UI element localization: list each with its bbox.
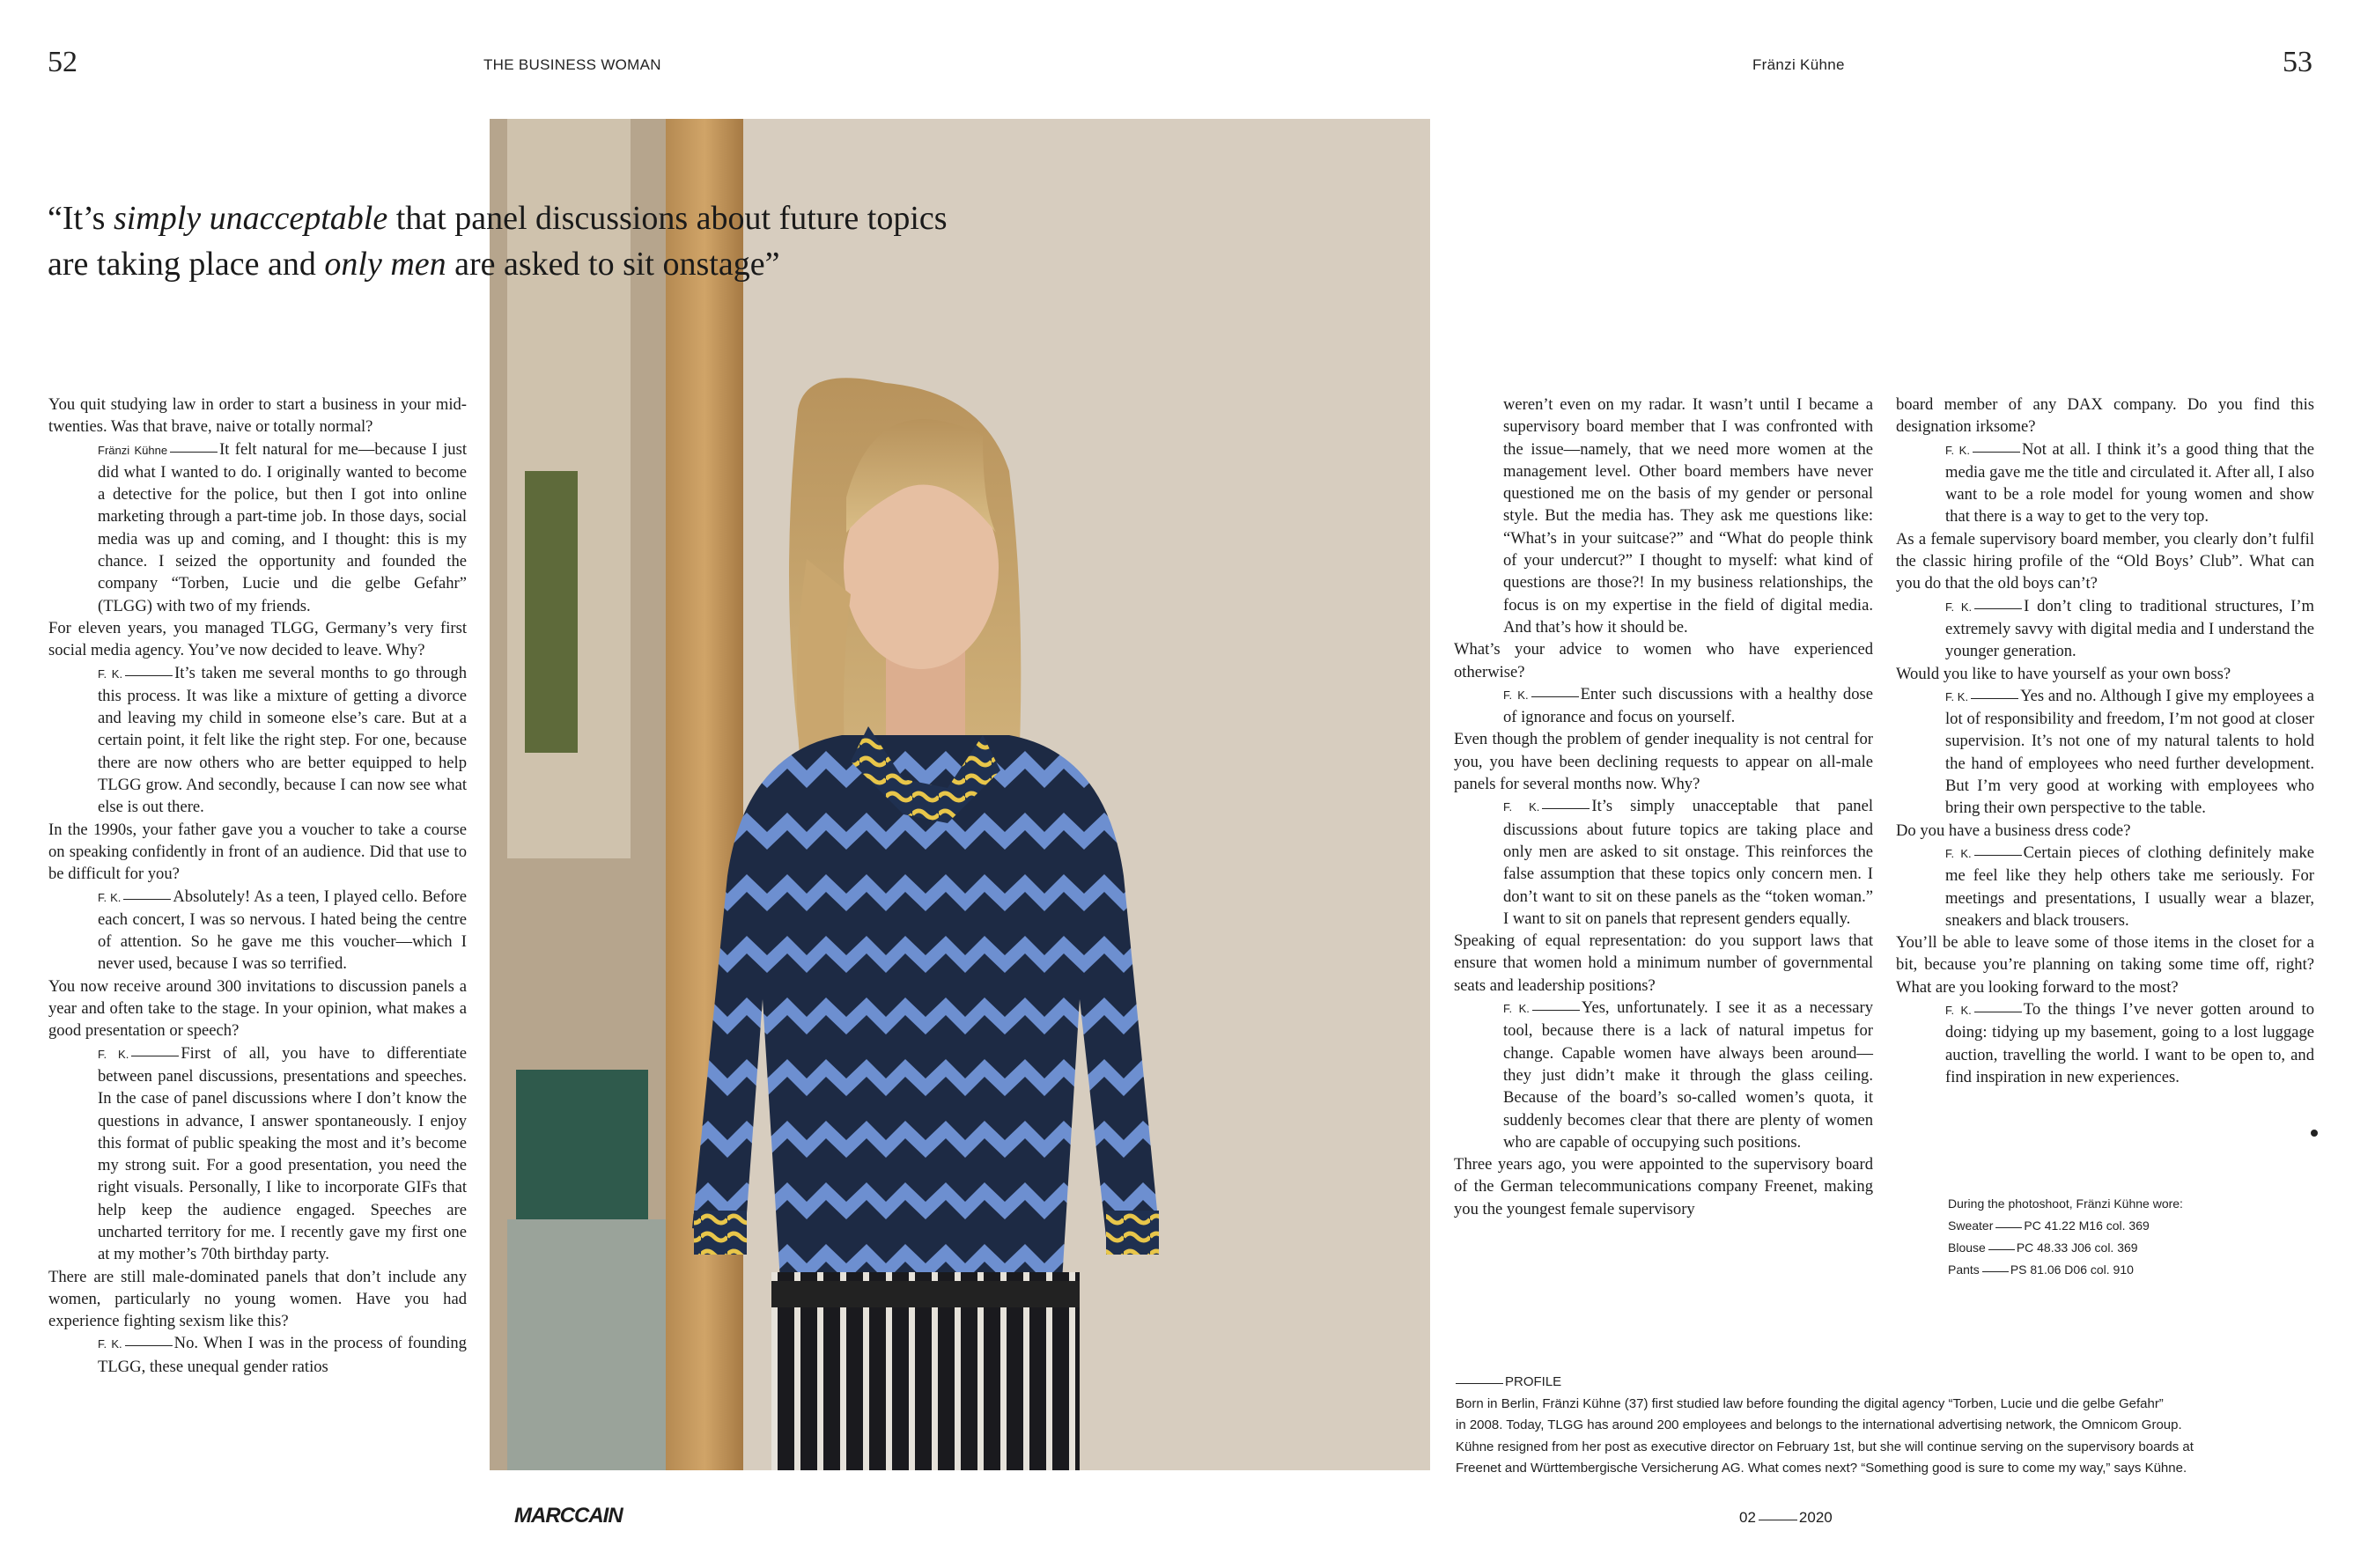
speaker-rule <box>170 452 218 453</box>
speaker-rule <box>1974 855 2022 856</box>
question: You’ll be able to leave some of those items in the closet for a bit, because you’re planning on taking some time off, right? What are you looking forward to the most? <box>1896 933 2314 997</box>
credit-value: PC 41.22 M16 col. 369 <box>2024 1218 2150 1233</box>
speaker-label: Fränzi Kühne <box>98 443 168 457</box>
answer-text: Absolutely! As a teen, I played cello. Before each concert, I was so nervous. I hated being the centre of attention. So he gave me this voucher—which I never used, because I was so terrified. <box>98 887 467 974</box>
answer <box>48 886 467 975</box>
answer-text: To the things I’ve never gotten around to doing: tidying up my basement, going to a lost luggage auction, travelling the world. I want to be open to, and find inspiration in new experiences. <box>1945 1000 2314 1086</box>
credit-label: Sweater <box>1948 1218 1994 1233</box>
speaker-label: F. K. <box>1503 800 1540 814</box>
credit-rule <box>1988 1249 2015 1250</box>
credit-item <box>1948 1237 2318 1259</box>
answer <box>48 662 467 819</box>
speaker-label: F. K. <box>98 1337 122 1351</box>
credit-rule <box>1995 1227 2022 1228</box>
pull-quote-mid-2: are taking place and <box>48 246 325 283</box>
answer-text: Yes and no. Although I give my employees a lot of responsibility and freedom, I’m not good at closer supervision. It’s not one of my natural talents to hold the hand of employees who need further development. But I’m very good at working with employees who bring their own perspective to the table. <box>1945 686 2314 818</box>
speaker-rule <box>1542 808 1590 809</box>
speaker-label: F. K. <box>98 1047 129 1061</box>
question: What’s your advice to women who have experienced otherwise? <box>1454 640 1873 681</box>
portrait-photo <box>490 119 1430 1470</box>
pull-quote-mid-1: that panel discussions about future topics <box>387 200 948 237</box>
answer-text: Not at all. I think it’s a good thing that the media gave me the title and circulated it. After all, I also want to be a role model for young women and show that there is a way to get to the very top. <box>1945 439 2314 526</box>
wardrobe-credits <box>1948 1193 2318 1281</box>
answer-text: Certain pieces of clothing definitely make me feel like they help others take me seriously. For meetings and presentations, I usually wear a blazer, sneakers and black trousers. <box>1945 843 2314 930</box>
answer-text: It’s taken me several months to go through this process. It was like a mixture of getting a divorce and leaving my child in someone else’s care. But at a certain point, it felt like the right step. For one, because there are now others who are better equipped to help TLGG grow. And secondly, because I can now see what else is out there. <box>98 663 467 817</box>
answer-text: Enter such discussions with a healthy dose of ignorance and focus on yourself. <box>1503 684 1874 727</box>
credit-label: Pants <box>1948 1262 1980 1277</box>
credit-value: PC 48.33 J06 col. 369 <box>2016 1240 2138 1255</box>
answer-text: First of all, you have to differentiate between panel discussions, presentations and speeches. In the case of panel discussions where I don’t know the questions in advance, I answer spontaneously. I enjoy this format of public speaking the most and it’s become my strong suit. For a good presentation, you need the right visuals. Personally, I like to incorporate GIFs that help keep the audience engaged. Speeches are uncharted territory for me. I recently gave my first one at my mother’s 70th birthday party. <box>98 1043 467 1264</box>
answer-text: Yes, unfortunately. I see it as a necessary tool, because there is a lack of natural impetus for change. Capable women have always been around—they just didn’t make it through the glass ceiling. Because of the board’s so-called women’s quota, it suddenly becomes clear that there are plenty of women who are capable of occupying such positions. <box>1503 998 1873 1152</box>
speaker-rule <box>125 675 173 676</box>
answer-text: No. When I was in the process of founding TLGG, these unequal gender ratios <box>98 1334 467 1376</box>
speaker-label: F. K. <box>1945 600 1973 614</box>
speaker-rule <box>123 899 171 900</box>
answer-text: It felt natural for me—because I just did what I wanted to do. I originally wanted to become a detective for the police, but then I got into online marketing through a part-time job. In those days, social media was up and coming, and I thought: this is my chance. I seized the opportunity and founded the company “Torben, Lucie und die gelbe Gefahr” (TLGG) with two of my friends. <box>98 439 467 615</box>
answer <box>1896 998 2314 1088</box>
question: You quit studying law in order to start a business in your mid-twenties. Was that brave, naive or totally normal? <box>48 395 467 437</box>
question: board member of any DAX company. Do you find this designation irksome? <box>1896 395 2314 437</box>
issue-part-b: 2020 <box>1798 1509 1833 1526</box>
answer <box>1896 842 2314 931</box>
speaker-label: F. K. <box>1503 688 1529 702</box>
question: Three years ago, you were appointed to the supervisory board of the German telecommunications company Freenet, making you the youngest female supervisory <box>1454 1155 1873 1218</box>
answer-text: It’s simply unacceptable that panel discussions about future topics are taking place and only men are asked to sit onstage. This reinforces the false assumption that these topics only concern men. I don’t want to sit on these panels as the “token woman.” I want to sit on panels that represent genders equally. <box>1503 797 1873 928</box>
question: Would you like to have yourself as your own boss? <box>1896 664 2231 683</box>
speaker-label: F. K. <box>98 890 122 904</box>
section-title: THE BUSINESS WOMAN <box>483 56 661 73</box>
credit-label: Blouse <box>1948 1240 1986 1255</box>
brand-logo: MARCCAIN <box>514 1504 623 1528</box>
speaker-rule <box>1973 452 2020 453</box>
article-column-3 <box>1896 394 2314 1088</box>
pull-quote <box>48 195 1034 287</box>
speaker-label: F. K. <box>1503 1002 1530 1016</box>
question: You now receive around 300 invitations to discussion panels a year and often take to the stage. In your opinion, what makes a good presentation or speech? <box>48 976 467 1041</box>
credit-item <box>1948 1215 2318 1237</box>
speaker-label: F. K. <box>1945 689 1969 703</box>
question: In the 1990s, your father gave you a voucher to take a course on speaking confidently in front of an audience. Did that use to be difficult for you? <box>48 820 467 884</box>
article-column-1 <box>48 394 467 1378</box>
page-number-left: 52 <box>48 46 77 78</box>
speaker-label: F. K. <box>1945 443 1970 457</box>
pull-quote-close: are asked to sit onstage” <box>446 246 780 283</box>
answer <box>48 1332 467 1378</box>
speaker-rule <box>1531 696 1579 697</box>
pull-quote-emphasis-2: only men <box>324 246 446 283</box>
answer <box>1454 997 1873 1153</box>
question: Even though the problem of gender inequality is not central for you, you have been declining requests to appear on all-male panels for several months now. Why? <box>1454 730 1873 794</box>
page-number-right: 53 <box>2283 46 2312 78</box>
profile-line: in 2008. Today, TLGG has around 200 employees and belongs to the international advertising network, the Omnicom Group. <box>1456 1417 2182 1432</box>
profile-line: Kühne resigned from her post as executive director on February 1st, but she will continue serving on the supervisory boards at <box>1456 1439 2194 1454</box>
pull-quote-emphasis-1: simply unacceptable <box>113 200 388 237</box>
answer <box>48 1042 467 1266</box>
answer <box>1896 595 2314 663</box>
question: There are still male-dominated panels that don’t include any women, particularly no young women. Have you had experience fighting sexism like this? <box>48 1267 467 1331</box>
speaker-rule <box>125 1345 173 1346</box>
question: For eleven years, you managed TLGG, Germany’s very first social media agency. You’ve now decided to leave. Why? <box>48 618 467 660</box>
speaker-rule <box>1971 698 2018 699</box>
profile-rule <box>1456 1383 1503 1384</box>
end-mark-icon <box>2311 1130 2318 1137</box>
profile-heading-text: PROFILE <box>1505 1374 1562 1389</box>
profile-line: Freenet and Württembergische Versicherung AG. What comes next? “Something good is sure to come my way,” says Kühne. <box>1456 1461 2187 1476</box>
profile-heading <box>1456 1372 2319 1394</box>
credit-item <box>1948 1259 2318 1281</box>
answer-continued: weren’t even on my radar. It wasn’t until I became a supervisory board member that I was confronted with the issue—namely, that we need more women at the management level. Other board members have never questioned me on the basis of my gender or personal style. But the media has. They ask me questions like: “What’s in your suitcase?” and “What do people think of your undercut?” I thought to myself: what kind of questions are those?! In my business relationships, the focus is on my expertise in the field of digital media. And that’s how it should be. <box>1503 395 1873 637</box>
speaker-rule <box>1532 1010 1580 1011</box>
question: As a female supervisory board member, you clearly don’t fulfil the classic hiring profile of the “Old Boys’ Club”. What can you do that the old boys can’t? <box>1896 529 2314 593</box>
speaker-rule <box>1974 608 2022 609</box>
speaker-label: F. K. <box>1945 846 1972 860</box>
article-column-2 <box>1454 394 1873 1220</box>
answer <box>1454 683 1873 729</box>
issue-number <box>1739 1509 1833 1527</box>
speaker-label: F. K. <box>1945 1004 1972 1018</box>
question: Do you have a business dress code? <box>1896 821 2131 840</box>
portrait-photo-icon <box>490 119 1430 1470</box>
answer <box>1454 795 1873 930</box>
profile-line: Born in Berlin, Fränzi Kühne (37) first studied law before founding the digital agency “Torben, Lucie und die gelbe Gefahr” <box>1456 1395 2164 1411</box>
answer <box>1896 438 2314 528</box>
answer <box>48 438 467 617</box>
speaker-label: F. K. <box>98 666 123 681</box>
profile-box <box>1456 1372 2319 1480</box>
running-head-name: Fränzi Kühne <box>1752 56 1845 73</box>
credit-value: PS 81.06 D06 col. 910 <box>2010 1262 2134 1277</box>
credit-rule <box>1982 1271 2009 1272</box>
issue-part-a: 02 <box>1739 1509 1756 1526</box>
pull-quote-open: “It’s <box>48 200 114 237</box>
credits-intro: During the photoshoot, Fränzi Kühne wore: <box>1948 1196 2183 1211</box>
answer <box>1896 685 2314 820</box>
answer-text: I don’t cling to traditional structures, I’m extremely savvy with digital media and I understand the younger generation. <box>1945 596 2314 661</box>
question: Speaking of equal representation: do you support laws that ensure that women hold a minimum number of governmental seats and leadership positions? <box>1454 931 1873 995</box>
